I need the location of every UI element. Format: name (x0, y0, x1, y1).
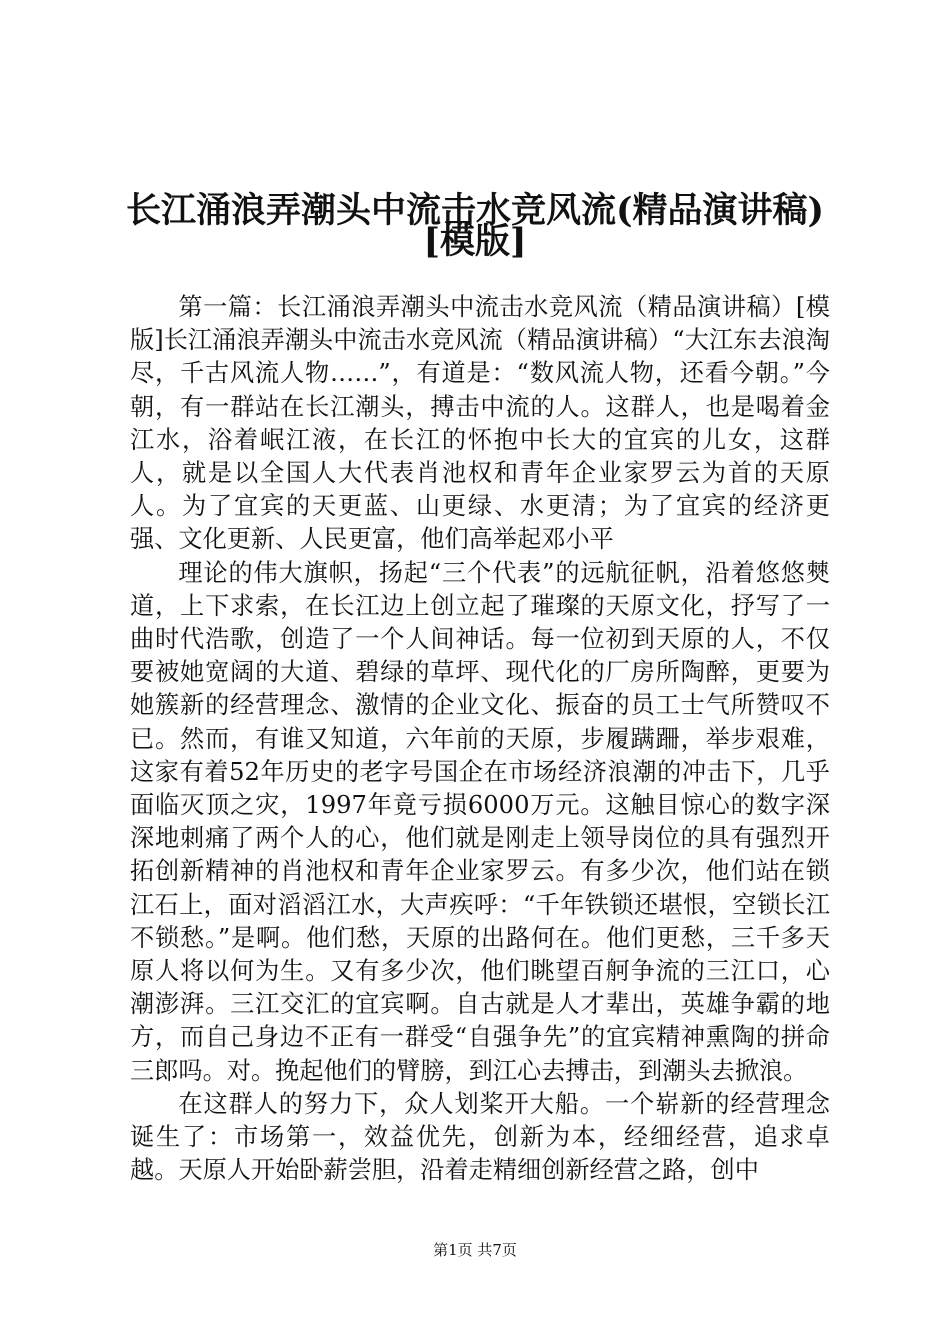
paragraph: 第一篇：长江涌浪弄潮头中流击水竞风流（精品演讲稿）[模版]长江涌浪弄潮头中流击水竞风流（精品演讲稿）“大江东去浪淘尽，千古风流人物……”，有道是：“数风流人物，还看今朝。”今朝，有一群站在长江潮头，搏击中流的人。这群人，也是喝着金江水，浴着岷江液，在长江的怀抱中长大的宜宾的儿女，这群人，就是以全国人大代表肖池权和青年企业家罗云为首的天原人。为了宜宾的天更蓝、山更绿、水更清；为了宜宾的经济更强、文化更新、人民更富，他们高举起邓小平 (130, 293, 830, 554)
paragraph: 理论的伟大旗帜，扬起“三个代表”的远航征帆，沿着悠悠僰道，上下求索，在长江边上创立起了璀璨的天原文化，抒写了一曲时代浩歌，创造了一个人间神话。每一位初到天原的人，不仅要被她宽阔的大道、碧绿的草坪、现代化的厂房所陶醉，更要为她簇新的经营理念、激情的企业文化、振奋的员工士气所赞叹不已。然而，有谁又知道，六年前的天原，步履蹒跚，举步艰难，这家有着52年历史的老字号国企在市场经济浪潮的冲击下，几乎面临灭顶之灾，1997年竟亏损6000万元。这触目惊心的数字深深地刺痛了两个人的心，他们就是刚走上领导岗位的具有强烈开拓创新精神的肖池权和青年企业家罗云。有多少次，他们站在锁江石上，面对滔滔江水，大声疾呼：“千年铁锁还堪恨，空锁长江不锁愁。”是啊。他们愁，天原的出路何在。他们更愁，三千多天原人将以何为生。又有多少次，他们眺望百舸争流的三江口，心潮澎湃。三江交汇的宜宾啊。自古就是人才辈出，英雄争霸的地方，而自己身边不正有一群受“自强争先”的宜宾精神熏陶的拼命三郎吗。对。挽起他们的臂膀，到江心去搏击，到潮头去掀浪。 (130, 558, 830, 1085)
document-body (130, 291, 830, 1187)
document-title-line-2: [模版] (423, 221, 527, 262)
paragraph: 在这群人的努力下，众人划桨开大船。一个崭新的经营理念诞生了：市场第一，效益优先，创新为本，经细经营，追求卓越。天原人开始卧薪尝胆，沿着走精细创新经营之路，创中 (130, 1089, 830, 1185)
document-title-line-1: 长江涌浪弄潮头中流击水竞风流(精品演讲稿) (125, 190, 825, 231)
page-footer: 第1页 共7页 (433, 1241, 517, 1259)
